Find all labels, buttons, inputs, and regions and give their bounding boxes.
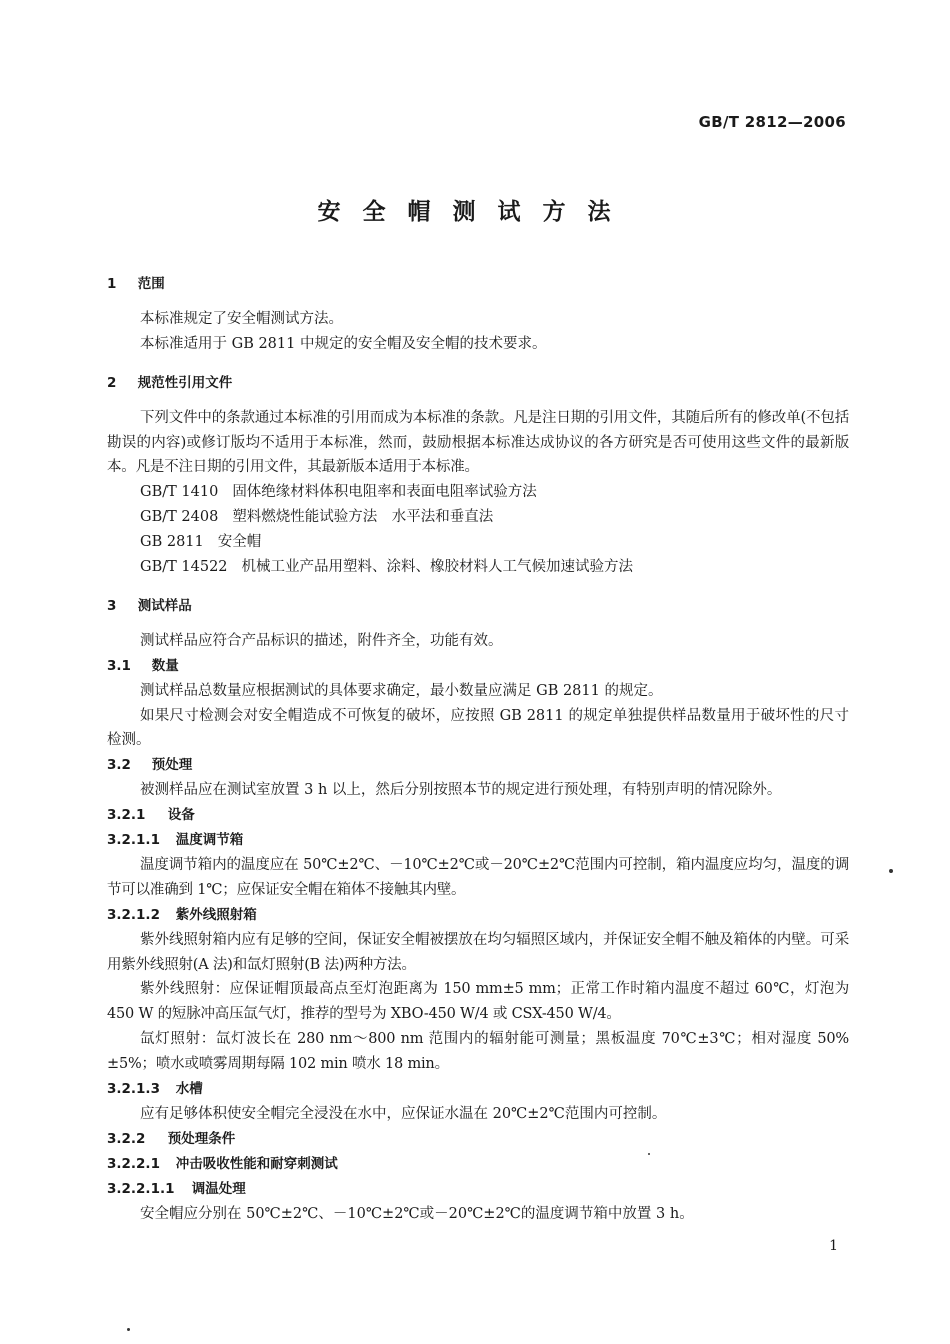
section-title: 设备 [167,807,195,824]
section-number: 3.2.2 [107,1130,146,1147]
page-title: 安全帽测试方法 [317,199,633,225]
section-number: 3.2.1.3 [107,1081,160,1098]
reference-title: 塑料燃烧性能试验方法 水平法和垂直法 [232,509,494,526]
reference-item [107,555,849,580]
reference-item [107,505,849,530]
section-heading-3-2-1 [107,803,849,828]
document-body [107,272,849,1226]
section-heading-3-2-1-2 [107,903,849,928]
reference-code: GB 2811 [140,534,204,551]
reference-title: 机械工业产品用塑料、涂料、橡胶材料人工气候加速试验方法 [241,559,634,576]
section-number: 3.2.1.1 [107,832,160,849]
section-title: 规范性引用文件 [137,374,233,391]
section-heading-3-2 [107,753,849,778]
section-number: 3.2.1 [107,807,146,824]
paragraph: 紫外线照射：应保证帽顶最高点至灯泡距离为 150 mm±5 mm；正常工作时箱内温度不超过 60℃，灯泡为 450 W 的短脉冲高压氙气灯，推荐的型号为 XBO-450 W/4 或 CSX-450 W/4。 [107,981,849,1023]
section-heading-3-2-1-3 [107,1077,849,1102]
section-number: 3 [107,597,117,614]
section-title: 水槽 [175,1081,203,1098]
reference-item [107,480,849,505]
section-heading-3-2-2 [107,1127,849,1152]
paragraph: 温度调节箱内的温度应在 50℃±2℃、－10℃±2℃或－20℃±2℃范围内可控制，箱内温度应均匀，温度的调节可以准确到 1℃；应保证安全帽在箱体不接触其内壁。 [107,856,849,898]
reference-code: GB/T 14522 [140,559,228,576]
section-title: 调温处理 [191,1180,246,1197]
reference-title: 固体绝缘材料体积电阻率和表面电阻率试验方法 [232,484,537,501]
paragraph: 下列文件中的条款通过本标准的引用而成为本标准的条款。凡是注日期的引用文件，其随后所有的修改单(不包括勘误的内容)或修订版均不适用于本标准，然而，鼓励根据本标准达成协议的各方研究是否可使用这些文件的最新版本。凡是不注日期的引用文件，其最新版本适用于本标准。 [107,409,849,476]
section-title: 预处理条件 [167,1130,236,1147]
section-title: 范围 [137,276,165,292]
section-number: 3.2.2.1 [107,1155,160,1172]
section-heading-3-2-2-1-1 [107,1177,849,1202]
paragraph: 测试样品总数量应根据测试的具体要求确定，最小数量应满足 GB 2811 的规定。 [140,682,663,699]
section-heading-3-2-2-1 [107,1152,849,1177]
section-title: 温度调节箱 [175,832,244,849]
paragraph: 本标准规定了安全帽测试方法。 [140,310,343,327]
scan-speck [648,1153,650,1155]
section-number: 2 [107,374,117,391]
section-number: 3.2 [107,757,131,774]
section-title: 冲击吸收性能和耐穿刺测试 [175,1155,338,1172]
section-heading-1 [107,272,849,297]
paragraph: 紫外线照射箱内应有足够的空间，保证安全帽被摆放在均匀辐照区域内，并保证安全帽不触及箱体的内壁。可采用紫外线照射(A 法)和氙灯照射(B 法)两种方法。 [107,931,849,973]
section-number: 3.2.1.2 [107,906,160,923]
section-heading-3-2-1-1 [107,828,849,853]
paragraph: 被测样品应在测试室放置 3 h 以上，然后分别按照本节的规定进行预处理，有特别声明的情况除外。 [140,782,782,799]
reference-title: 安全帽 [217,534,262,551]
section-heading-3 [107,594,849,619]
paragraph: 如果尺寸检测会对安全帽造成不可恢复的破坏，应按照 GB 2811 的规定单独提供样品数量用于破坏性的尺寸检测。 [107,707,849,749]
section-heading-3-1 [107,654,849,679]
scan-speck [127,1328,130,1331]
reference-code: GB/T 1410 [140,484,219,501]
section-title: 紫外线照射箱 [175,906,257,923]
paragraph: 氙灯照射：氙灯波长在 280 nm～800 nm 范围内的辐射能可测量；黑板温度 70℃±3℃；相对湿度 50%±5%；喷水或喷雾周期每隔 102 min 喷水 18 min。 [107,1031,849,1073]
section-title: 测试样品 [137,597,192,614]
section-number: 3.2.2.1.1 [107,1180,175,1197]
standard-number: GB/T 2812—2006 [698,113,846,131]
section-heading-2 [107,371,849,396]
paragraph: 安全帽应分别在 50℃±2℃、－10℃±2℃或－20℃±2℃的温度调节箱中放置 3 h。 [140,1205,694,1222]
section-title: 数量 [151,657,179,674]
section-number: 1 [107,276,117,292]
paragraph: 应有足够体积使安全帽完全浸没在水中，应保证水温在 20℃±2℃范围内可控制。 [140,1105,667,1122]
reference-item [107,530,849,555]
page-number: 1 [829,1238,838,1254]
section-title: 预处理 [151,757,193,774]
reference-code: GB/T 2408 [140,509,219,526]
paragraph: 本标准适用于 GB 2811 中规定的安全帽及安全帽的技术要求。 [140,335,547,352]
paragraph: 测试样品应符合产品标识的描述，附件齐全，功能有效。 [140,632,503,649]
section-number: 3.1 [107,657,131,674]
scan-speck [889,869,893,873]
